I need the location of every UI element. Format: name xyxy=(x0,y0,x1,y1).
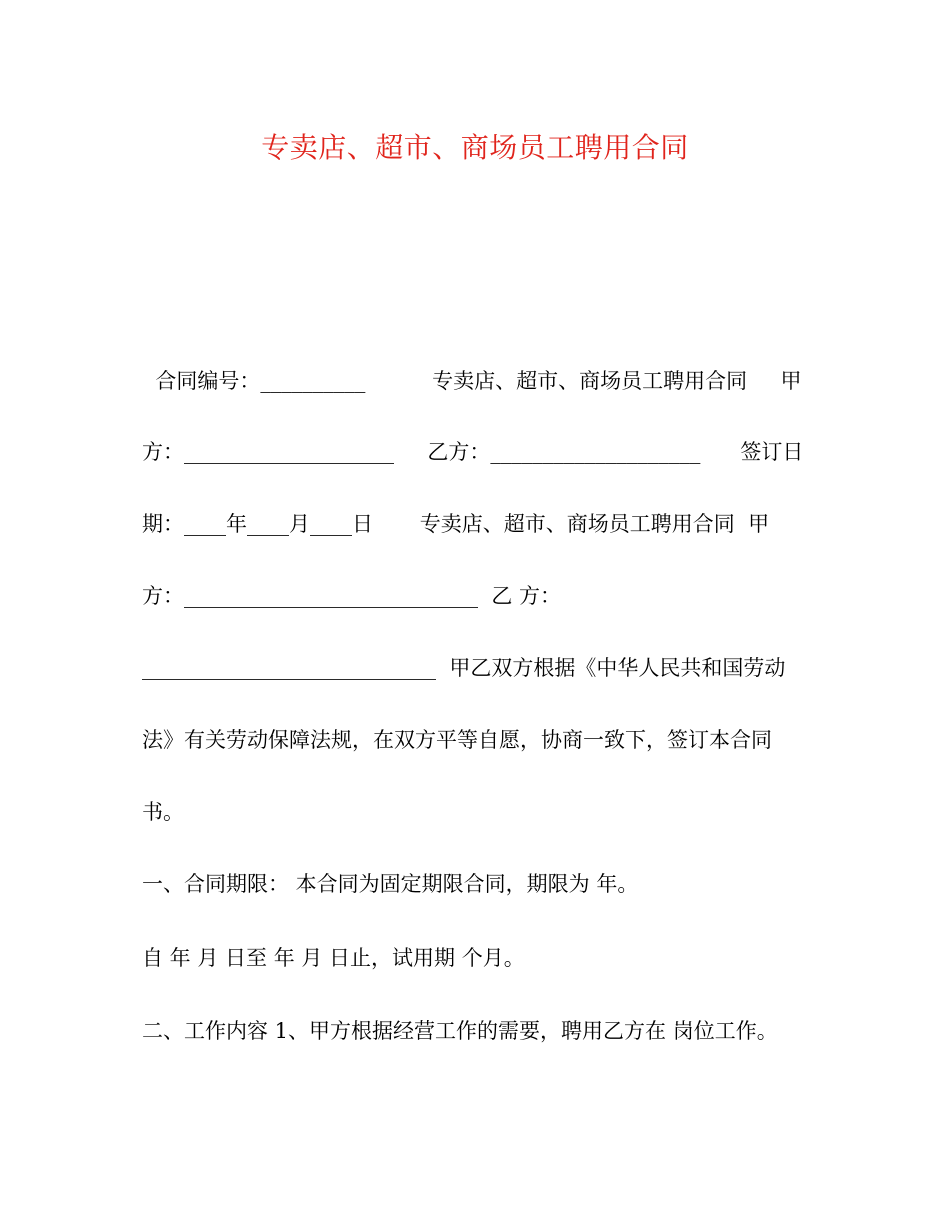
body-line-3: 期：____年____月____日 专卖店、超市、商场员工聘用合同 甲 xyxy=(142,512,770,536)
body-line-9: 自 年 月 日至 年 月 日止，试用期 个月。 xyxy=(142,946,525,970)
body-line-6: 法》有关劳动保障法规，在双方平等自愿，协商一致下，签订本合同 xyxy=(142,728,772,752)
body-line-8: 一、合同期限： 本合同为固定期限合同，期限为 年。 xyxy=(142,872,639,896)
body-line-4: 方：____________________________ 乙 方： xyxy=(142,584,562,608)
body-line-10: 二、工作内容 1、甲方根据经营工作的需要，聘用乙方在 岗位工作。 xyxy=(142,1019,778,1043)
body-line-2: 方：____________________ 乙方：____________________ 签订日 xyxy=(142,440,804,464)
body-line-1: 合同编号：__________ 专卖店、超市、商场员工聘用合同 甲 xyxy=(142,369,802,393)
body-line-5: ____________________________ 甲乙双方根据《中华人民共和国劳动 xyxy=(142,656,786,680)
body-line-7: 书。 xyxy=(142,800,184,824)
document-title: 专卖店、超市、商场员工聘用合同 xyxy=(261,131,689,164)
